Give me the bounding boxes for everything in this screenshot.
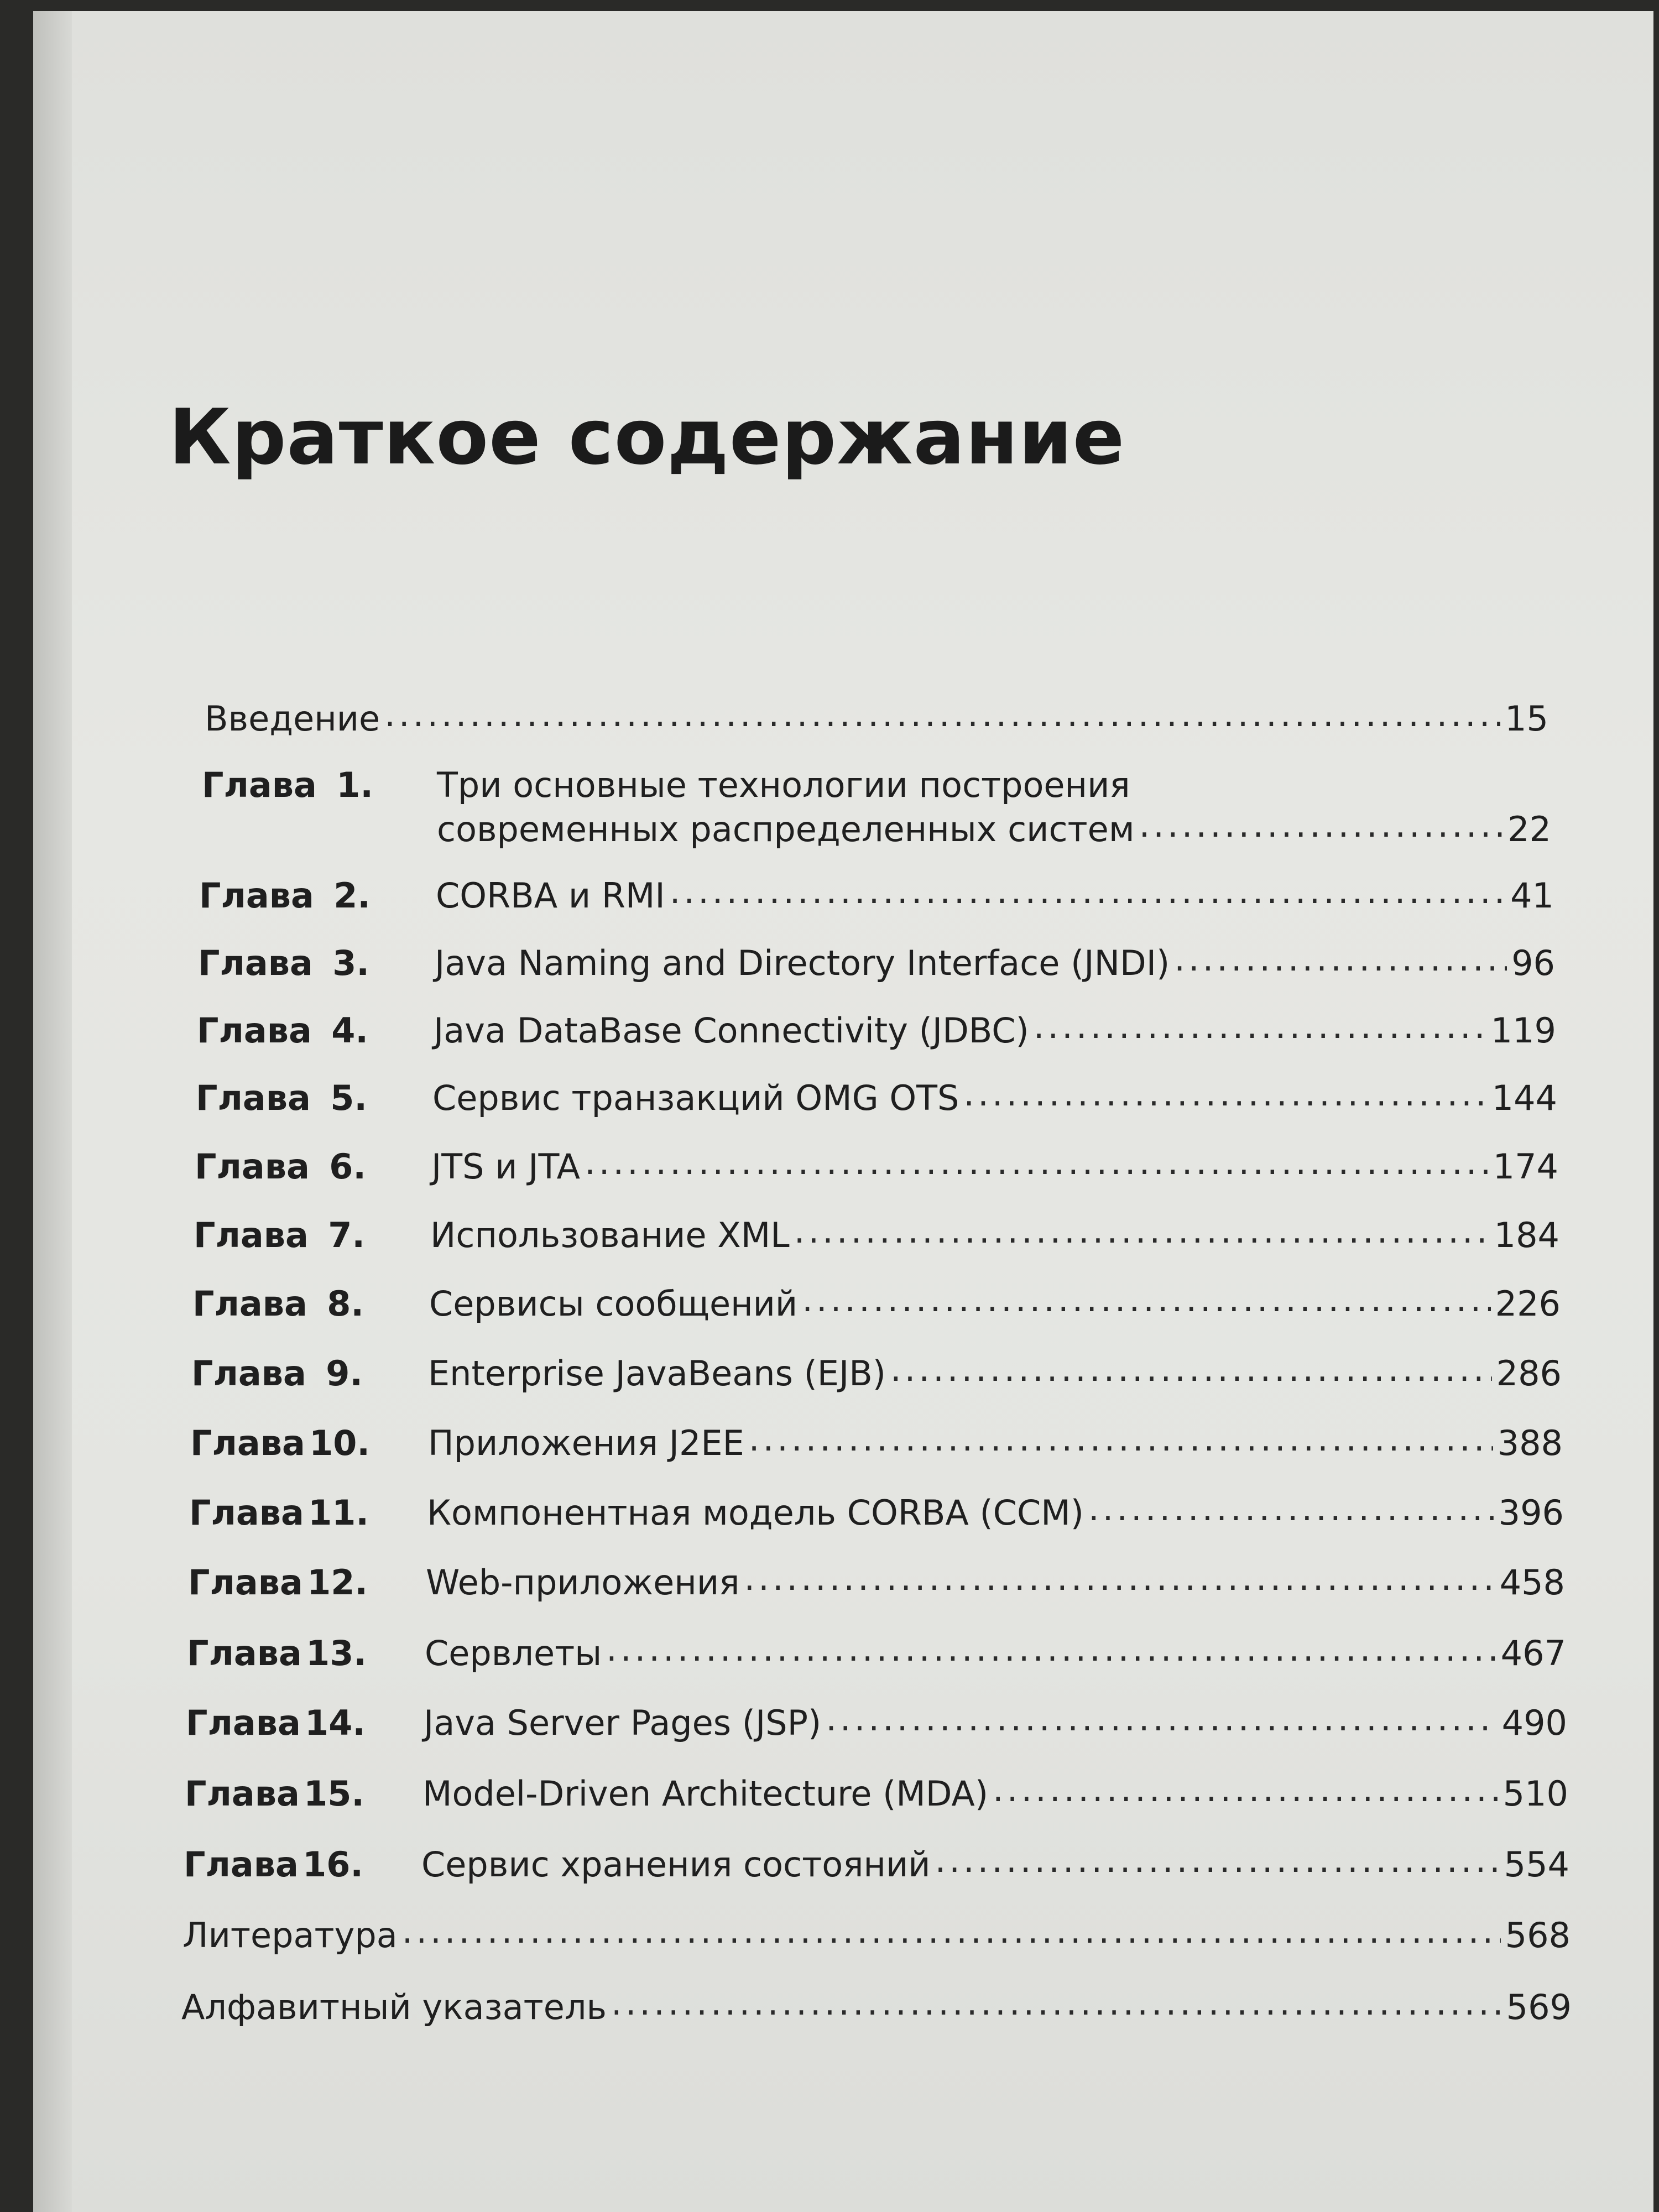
leader-dots (890, 1347, 1492, 1391)
toc-entry-chapter[interactable] (188, 1561, 1565, 1605)
toc-page-number: 15 (1505, 698, 1548, 739)
toc-entry-chapter[interactable] (199, 874, 1554, 918)
toc-entry-title: Литература (182, 1915, 398, 1955)
chapter-label: Глава (194, 1215, 309, 1255)
chapter-label: Глава (191, 1353, 306, 1394)
chapter-label: Глава (195, 1146, 310, 1187)
chapter-number: 5. (330, 1078, 367, 1118)
toc-entry-title: Model-Driven Architecture (MDA) (422, 1773, 989, 1814)
toc-page-number: 458 (1499, 1562, 1565, 1603)
chapter-label: Глава (199, 875, 314, 916)
toc-entry-title: CORBA и RMI (436, 875, 665, 916)
toc-page-number: 96 (1511, 943, 1555, 983)
toc-entry-chapter[interactable] (194, 1213, 1559, 1258)
toc-entry-chapter[interactable] (184, 1843, 1569, 1887)
toc-entry-title: Введение (205, 698, 380, 739)
leader-dots (826, 1697, 1497, 1741)
leader-dots (1034, 1004, 1486, 1048)
toc-page-number: 22 (1507, 809, 1551, 849)
chapter-label: Глава (184, 1844, 299, 1885)
chapter-number: 11. (308, 1493, 369, 1533)
chapter-number: 6. (329, 1146, 366, 1187)
toc-entry-chapter[interactable] (202, 763, 1551, 857)
chapter-number: 3. (332, 943, 369, 983)
toc-entry-chapter[interactable] (197, 1009, 1556, 1053)
leader-dots (1139, 803, 1504, 847)
leader-dots (935, 1838, 1500, 1882)
toc-page-number: 144 (1491, 1078, 1557, 1118)
toc-page-number: 569 (1506, 1987, 1572, 2027)
chapter-number: 7. (328, 1215, 365, 1255)
toc-entry-chapter[interactable] (185, 1772, 1568, 1816)
toc-entry-title-line1: Три основные технологии построения (437, 765, 1130, 805)
toc-page-number: 388 (1497, 1423, 1563, 1463)
chapter-number: 10. (309, 1423, 370, 1463)
toc-entry-chapter[interactable] (195, 1145, 1558, 1189)
leader-dots (611, 1981, 1502, 2025)
toc-entry-title: Сервлеты (425, 1633, 602, 1673)
chapter-label: Глава (198, 943, 313, 983)
leader-dots (1088, 1486, 1494, 1531)
toc-page-number: 184 (1494, 1215, 1559, 1255)
toc-entry-title: Сервис хранения состояний (421, 1844, 931, 1885)
chapter-number: 2. (333, 875, 371, 916)
chapter-number: 16. (302, 1844, 363, 1885)
chapter-label: Глава (189, 1493, 304, 1533)
toc-entry-chapter[interactable] (196, 1076, 1557, 1120)
leader-dots (606, 1627, 1496, 1671)
toc-entry-title: Сервисы сообщений (429, 1284, 798, 1324)
chapter-label: Глава (202, 765, 317, 805)
toc-entry-title: Java Server Pages (JSP) (424, 1703, 822, 1743)
toc-entry-title: Web-приложения (426, 1562, 740, 1603)
toc-entry-title: JTS и JTA (431, 1146, 580, 1187)
leader-dots (1174, 937, 1507, 981)
chapter-label: Глава (188, 1562, 303, 1603)
toc-entry-literature[interactable] (182, 1913, 1571, 1958)
leader-dots (749, 1417, 1493, 1461)
leader-dots (993, 1767, 1499, 1812)
chapter-label: Глава (196, 1078, 311, 1118)
leader-dots (794, 1209, 1490, 1253)
toc-page-number: 174 (1493, 1146, 1558, 1187)
toc-entry-title: Сервис транзакций OMG OTS (432, 1078, 959, 1118)
toc-entry-title: Использование XML (430, 1215, 790, 1255)
toc-entry-chapter[interactable] (186, 1701, 1567, 1745)
toc-entry-chapter[interactable] (189, 1491, 1564, 1535)
toc-entry-title-line2: современных распределенных систем (437, 809, 1135, 849)
toc-entry-title: Enterprise JavaBeans (EJB) (428, 1353, 886, 1394)
toc-entry-title: Алфавитный указатель (181, 1987, 607, 2027)
toc-page-number: 396 (1498, 1493, 1564, 1533)
toc-entry-title: Компонентная модель CORBA (CCM) (427, 1493, 1084, 1533)
toc-page-number: 467 (1500, 1633, 1566, 1673)
toc-entry-intro[interactable] (205, 697, 1548, 741)
page-title: Краткое содержание (169, 393, 1125, 482)
toc-entry-chapter[interactable] (190, 1421, 1563, 1465)
toc-entry-title: Java Naming and Directory Interface (JNDI) (435, 943, 1170, 983)
chapter-number: 9. (326, 1353, 363, 1394)
table-of-contents (33, 11, 1653, 2212)
toc-entry-chapter[interactable] (192, 1282, 1561, 1326)
chapter-number: 4. (331, 1010, 368, 1051)
chapter-number: 13. (306, 1633, 367, 1673)
chapter-label: Глава (186, 1703, 301, 1743)
chapter-label: Глава (187, 1633, 302, 1673)
leader-dots (963, 1072, 1487, 1116)
leader-dots (670, 869, 1506, 914)
chapter-label: Глава (197, 1010, 312, 1051)
chapter-number: 12. (307, 1562, 368, 1603)
toc-entry-title: Приложения J2EE (428, 1423, 744, 1463)
leader-dots (384, 692, 1500, 737)
toc-entry-chapter[interactable] (198, 941, 1555, 985)
toc-entry-chapter[interactable] (187, 1631, 1566, 1676)
toc-entry-index[interactable] (181, 1985, 1572, 2030)
chapter-number: 1. (336, 765, 373, 805)
toc-page-number: 568 (1505, 1915, 1571, 1955)
toc-page-number: 41 (1510, 875, 1554, 916)
leader-dots (402, 1909, 1501, 1953)
chapter-label: Глава (185, 1773, 300, 1814)
chapter-label: Глава (192, 1284, 307, 1324)
toc-page-number: 119 (1490, 1010, 1556, 1051)
toc-page-number: 490 (1501, 1703, 1567, 1743)
book-page (33, 11, 1653, 2212)
chapter-number: 14. (305, 1703, 366, 1743)
chapter-number: 8. (327, 1284, 364, 1324)
toc-page-number: 226 (1495, 1284, 1561, 1324)
toc-entry-title: Java DataBase Connectivity (JDBC) (434, 1010, 1029, 1051)
toc-page-number: 554 (1504, 1844, 1569, 1885)
toc-page-number: 510 (1503, 1773, 1568, 1814)
toc-entry-chapter[interactable] (191, 1352, 1562, 1396)
chapter-number: 15. (304, 1773, 364, 1814)
leader-dots (585, 1140, 1489, 1185)
leader-dots (744, 1556, 1495, 1600)
chapter-label: Глава (190, 1423, 305, 1463)
leader-dots (802, 1277, 1490, 1322)
toc-page-number: 286 (1496, 1353, 1562, 1394)
